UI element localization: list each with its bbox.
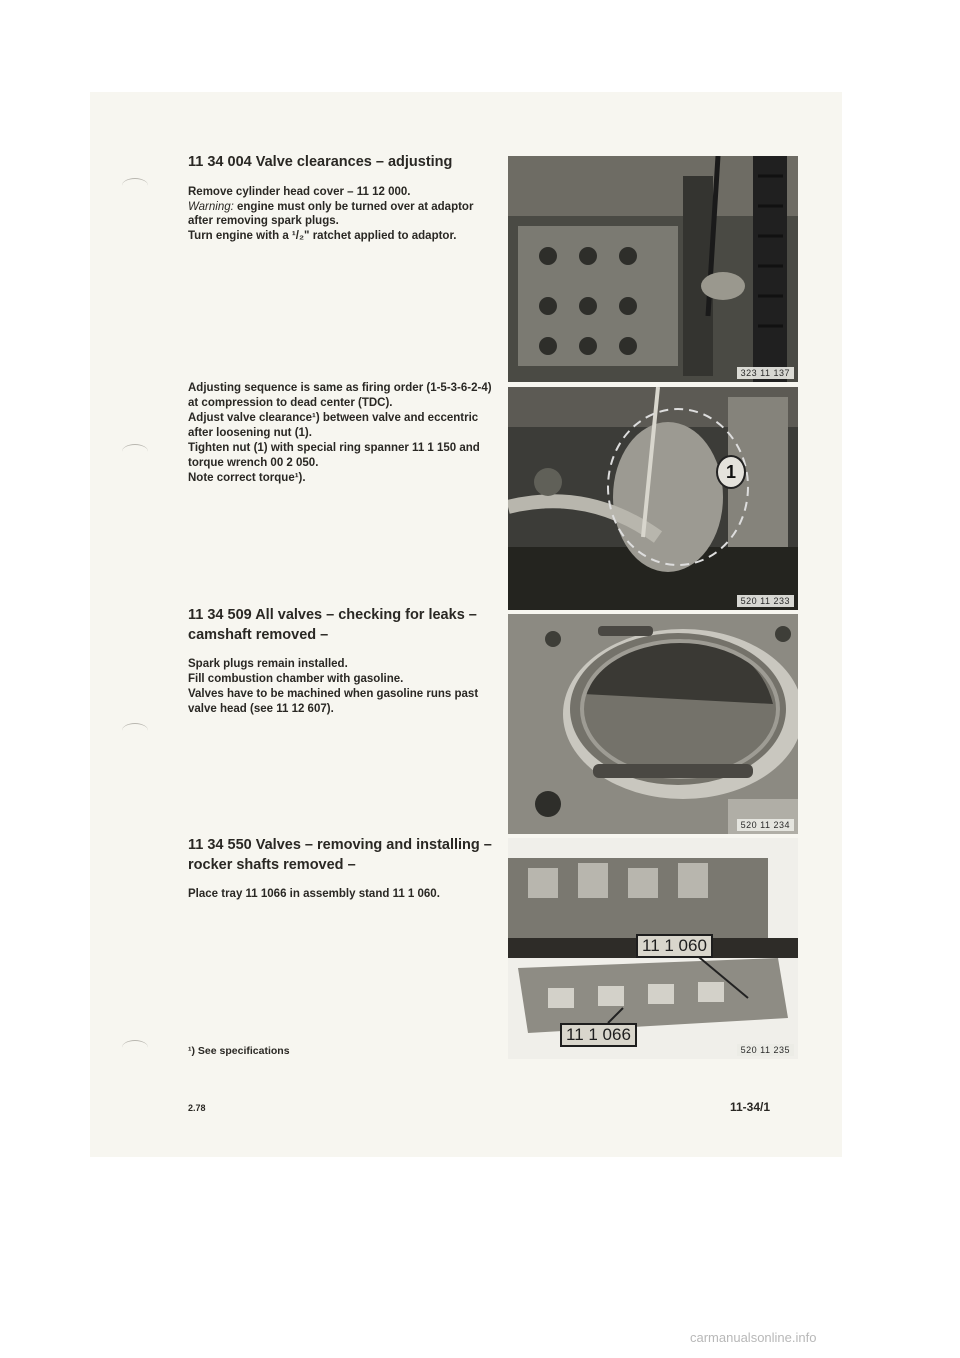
photo-valve-adjust [508, 387, 798, 610]
callout-nut-1: 1 [716, 455, 746, 489]
instruction-line: Note correct torque¹). [188, 471, 306, 484]
section-adjusting-sequence [188, 381, 500, 486]
photo-code: 520 11 235 [737, 1044, 794, 1056]
page-number: 11-34/1 [730, 1100, 771, 1114]
watermark: carmanualsonline.info [690, 1330, 817, 1345]
tool-label-stand: 11 1 060 [636, 934, 713, 958]
instruction-line: Adjusting sequence is same as firing order (1-5-3-6-2-4) at compression to dead center (TDC). [188, 382, 492, 409]
punch-hole-mark [122, 444, 148, 459]
engine-bay-image [508, 156, 798, 382]
photo-code: 520 11 233 [737, 595, 794, 607]
instruction-line: Place tray 11 1066 in assembly stand 11 1 060. [188, 888, 440, 901]
instruction-line: Fill combustion chamber with gasoline. [188, 673, 404, 686]
section-valve-clearances [188, 153, 500, 244]
instruction-line: Remove cylinder head cover – 11 12 000. [188, 185, 411, 198]
combustion-chamber-image [508, 614, 798, 834]
section-heading: 11 34 550 Valves – removing and installing – rocker shafts removed – [188, 837, 492, 873]
footer-date: 2.78 [188, 1103, 206, 1113]
photo-code: 323 11 137 [737, 367, 794, 379]
warning-text: engine must only be turned over at adaptor after removing spark plugs. [188, 200, 474, 228]
section-heading: 11 34 004 Valve clearances – adjusting [188, 154, 453, 170]
section-heading: 11 34 509 All valves – checking for leaks – camshaft removed – [188, 607, 477, 643]
instruction-line: Adjust valve clearance¹) between valve and eccentric after loosening nut (1). [188, 411, 479, 439]
footnote: ¹) See specifications [188, 1045, 290, 1057]
instruction-line: Valves have to be machined when gasoline runs past valve head (see 11 12 607). [188, 688, 479, 715]
photo-engine-bay [508, 156, 798, 382]
valve-adjust-image [508, 387, 798, 610]
punch-hole-mark [122, 723, 148, 738]
section-valves-leak-check [188, 606, 500, 717]
punch-hole-mark [122, 1040, 148, 1055]
section-valves-removing [188, 836, 500, 902]
photo-combustion-chamber [508, 614, 798, 834]
instruction-line: Turn engine with a ¹/₂" ratchet applied to adaptor. [188, 230, 457, 243]
punch-hole-mark [122, 178, 148, 193]
photo-code: 520 11 234 [737, 819, 794, 831]
instruction-line: Tighten nut (1) with special ring spanner 11 1 150 and torque wrench 00 2 050. [188, 441, 480, 469]
tool-label-tray: 11 1 066 [560, 1023, 637, 1047]
photo-assembly-stand [508, 838, 798, 1059]
instruction-line: Spark plugs remain installed. [188, 658, 348, 671]
warning-label: Warning: [188, 200, 234, 213]
